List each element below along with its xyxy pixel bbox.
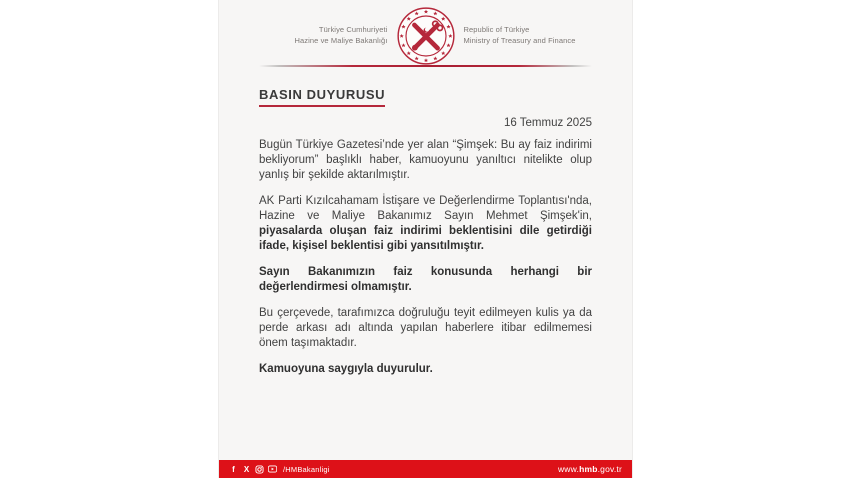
paragraph-2-normal: AK Parti Kızılcahamam İstişare ve Değerlendirme Toplantısı'nda, Hazine ve Maliye Bakanımız Sayın Mehmet Şimşek'in, bbox=[259, 195, 592, 222]
ministry-name-tr-line1: Türkiye Cumhuriyeti bbox=[318, 24, 388, 34]
ministry-name-en-line1: Republic of Türkiye bbox=[463, 24, 530, 34]
footer-bar bbox=[219, 460, 632, 478]
ministry-emblem-icon bbox=[397, 7, 455, 65]
footer-social-links bbox=[229, 465, 330, 474]
ministry-name-tr-line2: Hazine ve Maliye Bakanlığı bbox=[294, 35, 388, 45]
release-date: 16 Temmuz 2025 bbox=[503, 117, 592, 129]
facebook-icon[interactable]: f bbox=[232, 464, 235, 474]
paragraph-1: Bugün Türkiye Gazetesi’nde yer alan “Şimşek: Bu ay faiz indirimi bekliyorum” başlıklı haber, kamuoyunu yanıltıcı nitelikte olup yanlış bir şekilde aktarılmıştır. bbox=[259, 139, 592, 181]
ministry-name-english bbox=[464, 25, 582, 47]
paragraph-4: Bu çerçevede, tarafımızca doğruluğu teyit edilmeyen kulis ya da perde arkası adı altında yapılan haberlere itibar edilmemesi önem taşımaktadır. bbox=[259, 307, 592, 349]
paragraph-2 bbox=[259, 194, 592, 254]
press-release-document bbox=[218, 0, 633, 478]
x-twitter-icon[interactable]: X bbox=[243, 464, 250, 474]
instagram-icon[interactable] bbox=[255, 465, 264, 474]
press-release-title: BASIN DUYURUSU bbox=[259, 87, 385, 107]
website-prefix: www. bbox=[557, 464, 580, 474]
ministry-name-en-line2: Ministry of Treasury and Finance bbox=[463, 35, 576, 45]
paragraph-2-bold: piyasalarda oluşan faiz indirimi beklentisini dile getirdiği ifade, kişisel beklentisi gibi yansıtılmıştır. bbox=[259, 225, 592, 252]
website-url[interactable] bbox=[558, 464, 622, 474]
paragraph-5-closing: Kamuoyuna saygıyla duyurulur. bbox=[259, 363, 433, 375]
ministry-name-turkish bbox=[270, 25, 388, 47]
document-header bbox=[219, 0, 632, 66]
paragraph-3: Sayın Bakanımızın faiz konusunda herhangi bir değerlendirmesi olmamıştır. bbox=[259, 266, 592, 293]
social-handle[interactable]: /HMBakanligi bbox=[283, 464, 330, 474]
press-release-body bbox=[259, 138, 592, 377]
youtube-icon[interactable] bbox=[268, 465, 277, 474]
website-suffix: .gov.tr bbox=[597, 464, 622, 474]
website-domain: hmb bbox=[579, 464, 598, 474]
